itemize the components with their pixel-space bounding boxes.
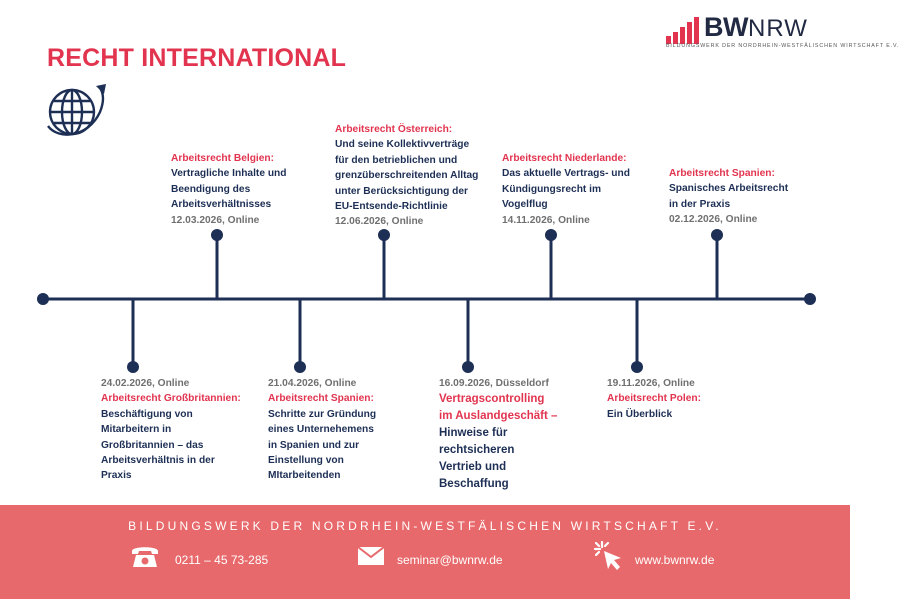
timeline-dot: [462, 361, 474, 373]
event-text-line: Das aktuelle Vertrags- und: [502, 168, 630, 180]
event-text-line: in Spanien und zur: [268, 439, 360, 451]
event-heading: Arbeitsrecht Spanien:: [268, 393, 374, 405]
event-grossbritannien[interactable]: [101, 376, 241, 484]
event-text-line: Und seine Kollektivverträge: [335, 139, 470, 151]
timeline-dot: [294, 361, 306, 373]
event-heading: Arbeitsrecht Niederlande:: [502, 153, 627, 164]
timeline-end-dot: [804, 293, 816, 305]
event-text-line: Schritte zur Gründung: [268, 408, 377, 420]
event-text-line: Beendigung des: [171, 183, 251, 195]
event-belgien[interactable]: [171, 151, 286, 228]
event-polen[interactable]: [607, 376, 701, 422]
phone-icon: [130, 543, 160, 569]
event-text-line: Mitarbeitern in: [101, 424, 172, 436]
event-text-line: Großbritannien – das: [101, 439, 204, 451]
event-heading-line2: im Auslandgeschäft –: [439, 410, 558, 423]
event-date: 02.12.2026, Online: [669, 214, 758, 226]
event-text-line: grenzüberschreitenden Alltag: [335, 170, 479, 182]
event-date: 14.11.2026, Online: [502, 214, 590, 226]
event-spanien-praxis[interactable]: [669, 166, 788, 228]
event-text-line: Praxis: [101, 470, 132, 482]
event-date: 16.09.2026, Düsseldorf: [439, 378, 549, 389]
event-text-line: Vertrieb und: [439, 461, 507, 474]
footer-email[interactable]: seminar@bwnrw.de: [397, 553, 503, 567]
envelope-icon: [357, 546, 385, 566]
event-text-line: Spanisches Arbeitsrecht: [669, 183, 789, 195]
event-text-line: Hinweise für: [439, 427, 508, 440]
event-date: 19.11.2026, Online: [607, 378, 695, 389]
timeline-dot: [127, 361, 139, 373]
event-text-line: rechtsicheren: [439, 444, 515, 457]
event-text-line: MItarbeitenden: [268, 470, 341, 482]
logo-subtitle: BILDUNGSWERK DER NORDRHEIN-WESTFÄLISCHEN WIRTSCHAFT E.V.: [666, 43, 899, 49]
logo-main: BW: [704, 12, 748, 42]
event-text-line: für den betrieblichen und: [335, 154, 458, 166]
timeline-dot: [378, 229, 390, 241]
event-heading: Arbeitsrecht Österreich:: [335, 124, 453, 135]
event-oesterreich[interactable]: [335, 122, 478, 230]
event-heading: Arbeitsrecht Polen:: [607, 393, 701, 405]
timeline-dot: [545, 229, 557, 241]
timeline-dot: [711, 229, 723, 241]
timeline-dot: [211, 229, 223, 241]
footer-phone[interactable]: 0211 – 45 73-285: [175, 553, 269, 567]
event-text-line: eines Unternehemens: [268, 424, 374, 436]
event-text-line: Vertragliche Inhalte und: [171, 168, 287, 180]
timeline-dot: [631, 361, 643, 373]
footer-title: BILDUNGSWERK DER NORDRHEIN-WESTFÄLISCHEN WIRTSCHAFT E.V.: [128, 519, 722, 533]
page-title: RECHT INTERNATIONAL: [47, 44, 347, 72]
event-text-line: Beschaffung: [439, 478, 509, 491]
event-niederlande[interactable]: [502, 151, 630, 228]
event-text-line: in der Praxis: [669, 198, 731, 210]
event-heading: Arbeitsrecht Großbritannien:: [101, 393, 241, 405]
event-text-line: Arbeitsverhältnisses: [171, 199, 272, 211]
event-date: 12.06.2026, Online: [335, 216, 424, 228]
event-date: 21.04.2026, Online: [268, 378, 357, 389]
event-heading: Vertragscontrolling: [439, 393, 545, 406]
event-text-line: Einstellung von: [268, 455, 344, 467]
event-text-line: unter Berücksichtigung der: [335, 185, 469, 197]
event-text-line: EU-Entsende-Richtlinie: [335, 201, 448, 213]
event-vertragscontrolling[interactable]: [439, 376, 557, 493]
event-date: 12.03.2026, Online: [171, 214, 260, 226]
footer-web[interactable]: www.bwnrw.de: [635, 553, 715, 567]
event-heading: Arbeitsrecht Belgien:: [171, 153, 275, 164]
timeline-start-dot: [37, 293, 49, 305]
event-text-line: Kündigungsrecht im: [502, 183, 602, 195]
event-text-line: Beschäftigung von: [101, 408, 193, 420]
event-text-line: Ein Überblick: [607, 408, 673, 420]
event-spanien-gruendung[interactable]: [268, 376, 376, 484]
cursor-click-icon: [593, 540, 625, 572]
event-text-line: Vogelflug: [502, 199, 548, 211]
logo-suffix: NRW: [747, 15, 808, 42]
event-text-line: Arbeitsverhältnis in der: [101, 455, 215, 467]
event-heading: Arbeitsrecht Spanien:: [669, 168, 775, 179]
event-date: 24.02.2026, Online: [101, 378, 190, 389]
